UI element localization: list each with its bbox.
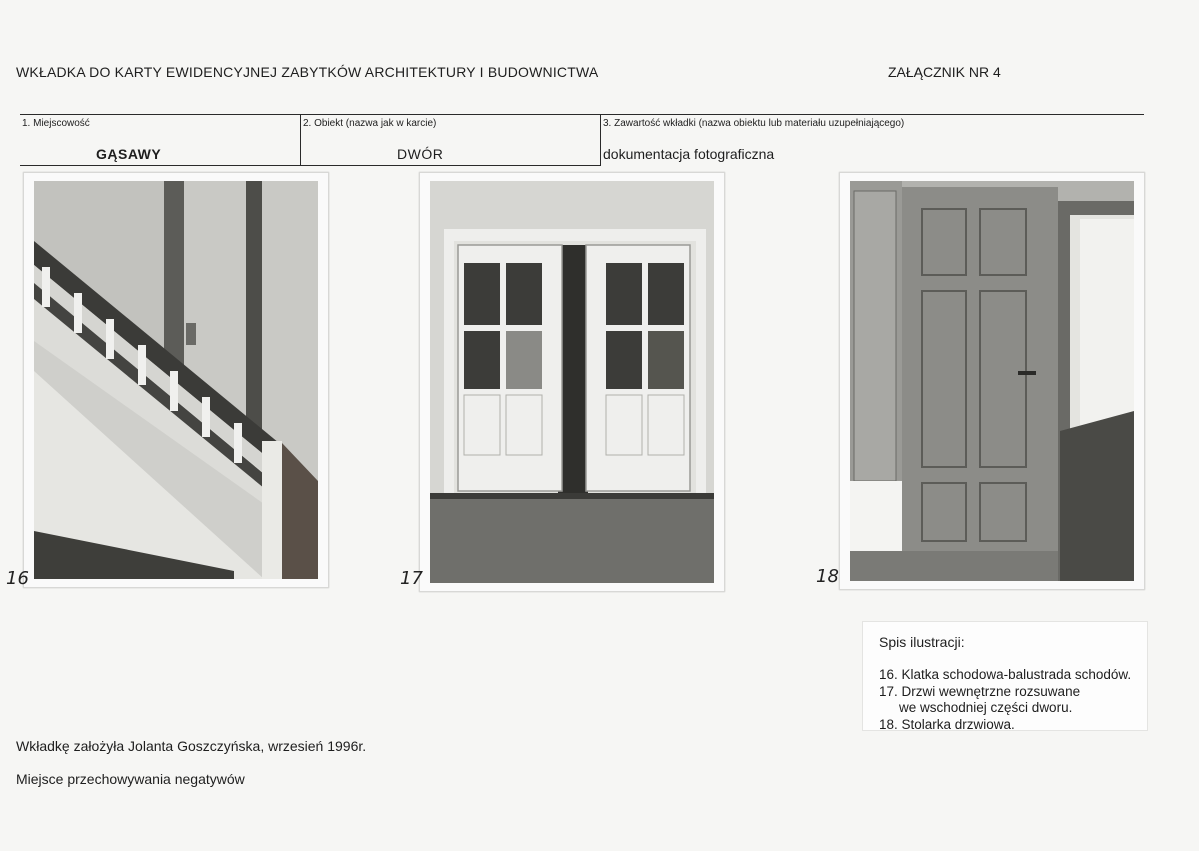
info-table [20,114,1144,167]
photo-17-frame [419,172,725,592]
photo-17-number: 17 [400,568,423,589]
list-item-17: 17. Drzwi wewnętrzne rozsuwane [879,684,1081,699]
photo-16-staircase [34,181,318,579]
location-cell [20,115,300,166]
photo-16-number: 16 [6,568,29,589]
photo-18-frame [839,172,1145,590]
author-note: Wkładkę założyła Jolanta Goszczyńska, wrzesień 1996r. [16,738,367,754]
contents-label: 3. Zawartość wkładki (nazwa obiektu lub materiału uzupełniającego) [603,118,905,129]
photo-16-frame [23,172,329,588]
photo-17-sliding-doors [430,181,714,583]
staircase-image [34,181,318,579]
object-value: DWÓR [397,146,444,162]
negatives-location: Miejsce przechowywania negatywów [16,771,245,787]
location-value: GĄSAWY [96,146,162,162]
list-item-16: 16. Klatka schodowa-balustrada schodów. [879,667,1132,682]
location-label: 1. Miejscowość [22,118,90,129]
list-item-18: 18. Stolarka drzwiowa. [879,717,1015,732]
document-title: WKŁADKA DO KARTY EWIDENCYJNEJ ZABYTKÓW ARCHITEKTURY I BUDOWNICTWA [16,64,599,80]
illustrations-title: Spis ilustracji: [879,634,965,650]
object-label: 2. Obiekt (nazwa jak w karcie) [303,118,437,129]
contents-value: dokumentacja fotograficzna [603,146,775,162]
annex-number: ZAŁĄCZNIK NR 4 [888,64,1001,80]
illustrations-list [862,621,1148,731]
door-joinery-image [850,181,1134,581]
photo-18-number: 18 [816,566,839,587]
contents-cell [600,115,1145,165]
sliding-doors-image [430,181,714,583]
object-cell [300,115,601,166]
photo-18-door-joinery [850,181,1134,581]
list-item-17-continued: we wschodniej części dworu. [899,700,1073,715]
